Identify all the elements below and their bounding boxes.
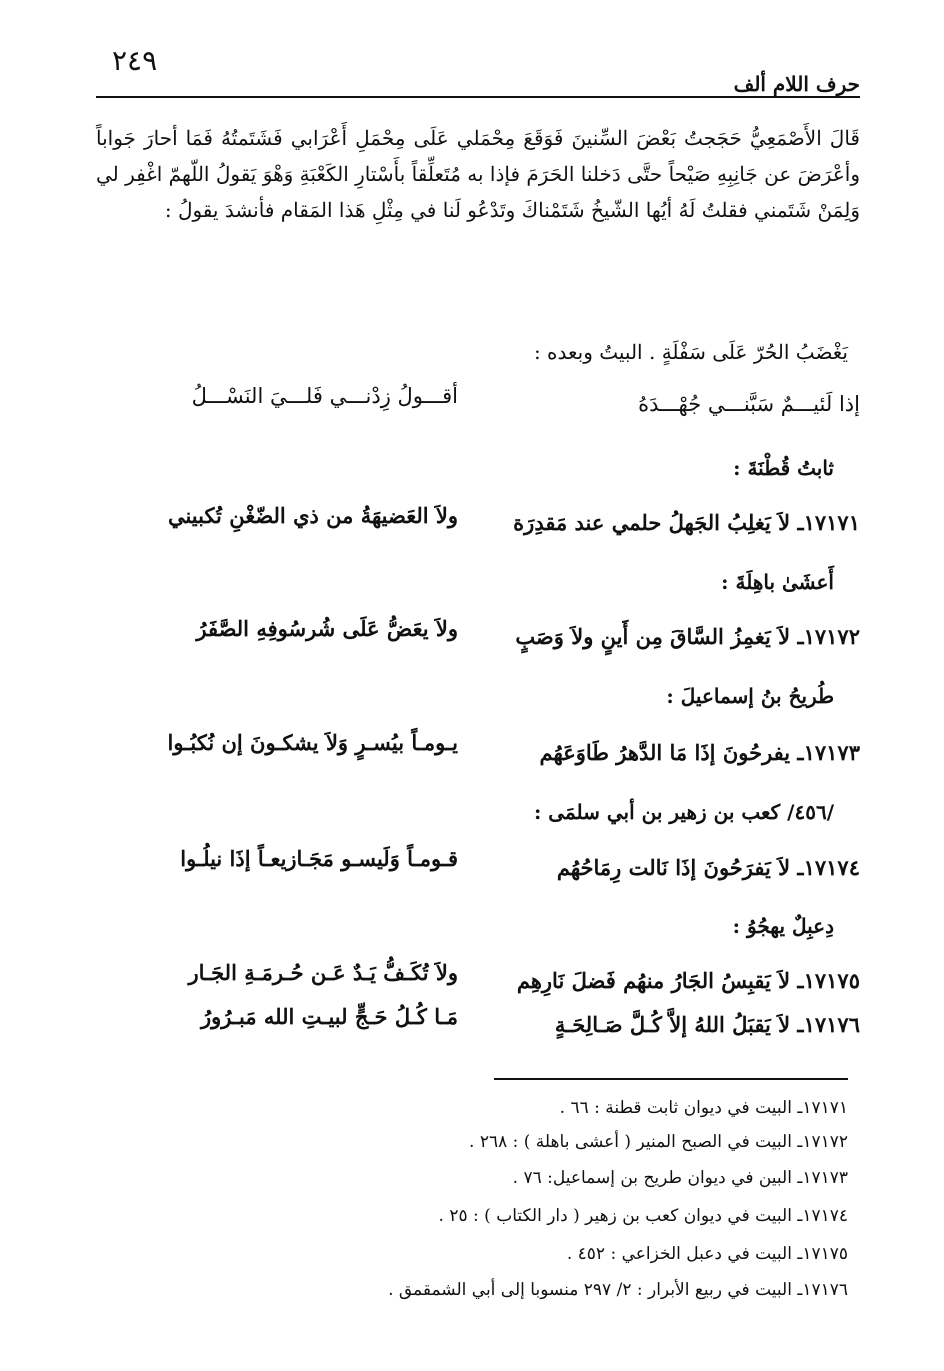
chapter-title: حرف اللام ألف xyxy=(733,72,860,96)
poet-name: /٤٥٦/ كعب بن زهير بن أبي سلمَى : xyxy=(533,800,834,824)
verse-second-hemistich: ولاَ العَضيهَةُ من ذي الضّغْنِ تُكبيني xyxy=(167,503,458,528)
quoted-verse-second: أقـــولُ زِدْنـــي فَلـــيَ النَسْـــلُ xyxy=(191,384,458,408)
verse-second-hemistich: ولاَ يعَضُّ عَلَى شُرسُوفِهِ الصَّفَرُ xyxy=(196,616,458,641)
footnote: ١٧١٧١ـ البيت في ديوان ثابت قطنة : ٦٦ . xyxy=(559,1098,848,1118)
verse-second-hemistich: قـومـاً وَلَيسـو مَجَـازيعـاً إذَا نيلُـوا xyxy=(180,846,458,871)
poet-name: طُريحُ بنُ إسماعيلَ : xyxy=(666,684,834,708)
poet-name: ثابتُ قُطْنَةَ : xyxy=(733,456,834,480)
footnote: ١٧١٧٥ـ البيت في دعبل الخزاعي : ٤٥٢ . xyxy=(566,1244,848,1264)
footnote: ١٧١٧٦ـ البيت في ربيع الأبرار : ٢/ ٢٩٧ منسوبا إلى أبي الشمقمق . xyxy=(388,1280,848,1300)
page-number: ٢٤٩ xyxy=(112,44,158,77)
verse-second-hemistich: ولاَ تُكَـفُّ يَـدٌ عَـن حُـرمَـةِ الجَـار xyxy=(188,960,458,985)
footnote: ١٧١٧٣ـ البين في ديوان طريح بن إسماعيل: ٧٦ . xyxy=(512,1168,848,1188)
verse-first-hemistich: ١٧١٧٣ـ يفرحُونَ إذَا مَا الدَّهرُ طَاوَعَهُم xyxy=(539,740,860,765)
verse-first-hemistich: ١٧١٧٢ـ لاَ يَغمِزُ السَّاقَ مِن أَينٍ ولاَ وَصَبٍ xyxy=(515,624,860,649)
verse-first-hemistich: ١٧١٧٤ـ لاَ يَفرَحُونَ إذَا نَالت رِمَاحُهُم xyxy=(556,855,860,880)
note-line: يَغْضَبُ الحُرّ عَلَى سَفْلَةٍ . البيتُ وبعده : xyxy=(533,340,848,364)
quoted-verse-first: إذا لَئيـــمٌ سَبَّنـــي جُهْـــدَهُ xyxy=(638,392,860,416)
poet-name: أَعشَىٰ باهِلَةَ : xyxy=(721,570,834,594)
footnote-rule xyxy=(494,1078,848,1080)
verse-first-hemistich: ١٧١٧١ـ لاَ يَغلِبُ الجَهلُ حلمي عند مَقدِرَة xyxy=(513,510,860,535)
header-rule xyxy=(96,96,860,98)
footnote: ١٧١٧٤ـ البيت في ديوان كعب بن زهير ( دار الكتاب ) : ٢٥ . xyxy=(438,1206,848,1226)
poet-name: دِعبِلٌ يهجُوُ : xyxy=(732,914,834,938)
verse-first-hemistich: ١٧١٧٥ـ لاَ يَقبِسُ الجَارُ منهُم فَضلَ نَارِهِم xyxy=(516,968,860,993)
intro-paragraph: قَالَ الأَصْمَعِيُّ حَجَجتُ بَعْضَ السِّنينَ فَوَقَعَ مِحْمَلي عَلَى مِحْمَلِ أَعْرَابي فَشَتَمتُهُ فَمَا أحارَ جَواباً وأعْرَضَ عن جَانِبِهِ صَيْحاً حتَّى دَخلنا الحَرَمَ فإذا به مُتَعلِّقاً بأَسْتارِ الكَعْبَةِ وَهْوَ يَقولُ اللّهمّ اغْفِر لي وَلِمَنْ شَتَمني فقلتُ لَهُ أيُها الشّيخُ شَتَمْناكَ وتَدْعُو لَنا في مِثْلِ هَذا المَقام فأنشدَ يقولُ : xyxy=(96,126,860,222)
verse-first-hemistich: ١٧١٧٦ـ لاَ يَقبَلُ اللهُ إلاَّ كُـلَّ صَـالِحَـةٍ xyxy=(554,1012,860,1037)
footnote: ١٧١٧٢ـ البيت في الصبح المنير ( أعشى باهلة ) : ٢٦٨ . xyxy=(469,1132,848,1152)
verse-second-hemistich: مَـا كُـلُ حَـجٍّ لبيـتِ الله مَبـرُورُ xyxy=(201,1004,458,1029)
verse-second-hemistich: يـومـاً بيُسـرٍ وَلاَ يشكـونَ إن نُكبُـوا xyxy=(167,730,458,755)
